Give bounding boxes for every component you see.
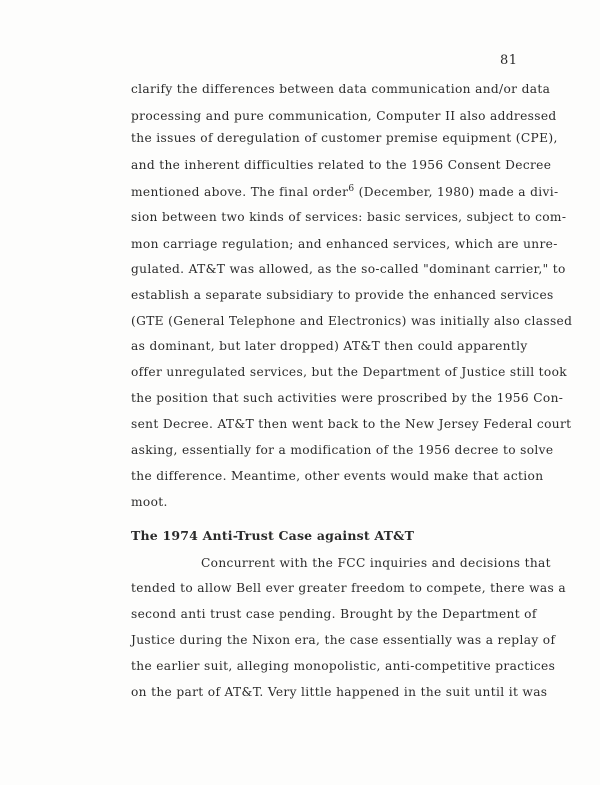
text-line: second anti trust case pending. Brought by the Department of: [131, 607, 537, 621]
text-line: moot.: [131, 495, 168, 509]
text-line: and the inherent difficulties related to the 1956 Consent Decree: [131, 158, 552, 172]
text-line: as dominant, but later dropped) AT&T then could apparently: [131, 339, 528, 353]
text-line-with-footnote: [131, 183, 559, 200]
text-line: on the part of AT&T. Very little happened in the suit until it was: [131, 685, 548, 699]
text-line: the earlier suit, alleging monopolistic, anti-competitive practices: [131, 659, 556, 673]
page-number: 81: [500, 53, 518, 68]
text-line: asking, essentially for a modification of the 1956 decree to solve: [131, 443, 554, 457]
text-line: Concurrent with the FCC inquiries and decisions that: [201, 556, 551, 570]
text-line: Justice during the Nixon era, the case essentially was a replay of: [131, 633, 556, 647]
text-fragment: (December, 1980) made a divi-: [354, 185, 559, 199]
text-line: sent Decree. AT&T then went back to the New Jersey Federal court: [131, 417, 572, 431]
text-line: (GTE (General Telephone and Electronics) was initially also classed: [131, 314, 573, 328]
text-line: mon carriage regulation; and enhanced services, which are unre-: [131, 237, 558, 251]
section-heading: The 1974 Anti-Trust Case against AT&T: [131, 528, 415, 543]
text-line: sion between two kinds of services: basic services, subject to com-: [131, 210, 567, 224]
text-line: tended to allow Bell ever greater freedom to compete, there was a: [131, 581, 566, 595]
text-line: processing and pure communication, Computer II also addressed: [131, 109, 557, 123]
text-line: offer unregulated services, but the Department of Justice still took: [131, 365, 568, 379]
text-line: the difference. Meantime, other events would make that action: [131, 469, 544, 483]
text-line: the issues of deregulation of customer premise equipment (CPE),: [131, 131, 558, 145]
text-line: clarify the differences between data communication and/or data: [131, 82, 551, 96]
text-line: the position that such activities were proscribed by the 1956 Con-: [131, 391, 564, 405]
text-line: gulated. AT&T was allowed, as the so-called "dominant carrier," to: [131, 262, 566, 276]
text-fragment: mentioned above. The final order: [131, 185, 349, 199]
footnote-marker: 6: [348, 183, 355, 194]
text-line: establish a separate subsidiary to provide the enhanced services: [131, 288, 554, 302]
